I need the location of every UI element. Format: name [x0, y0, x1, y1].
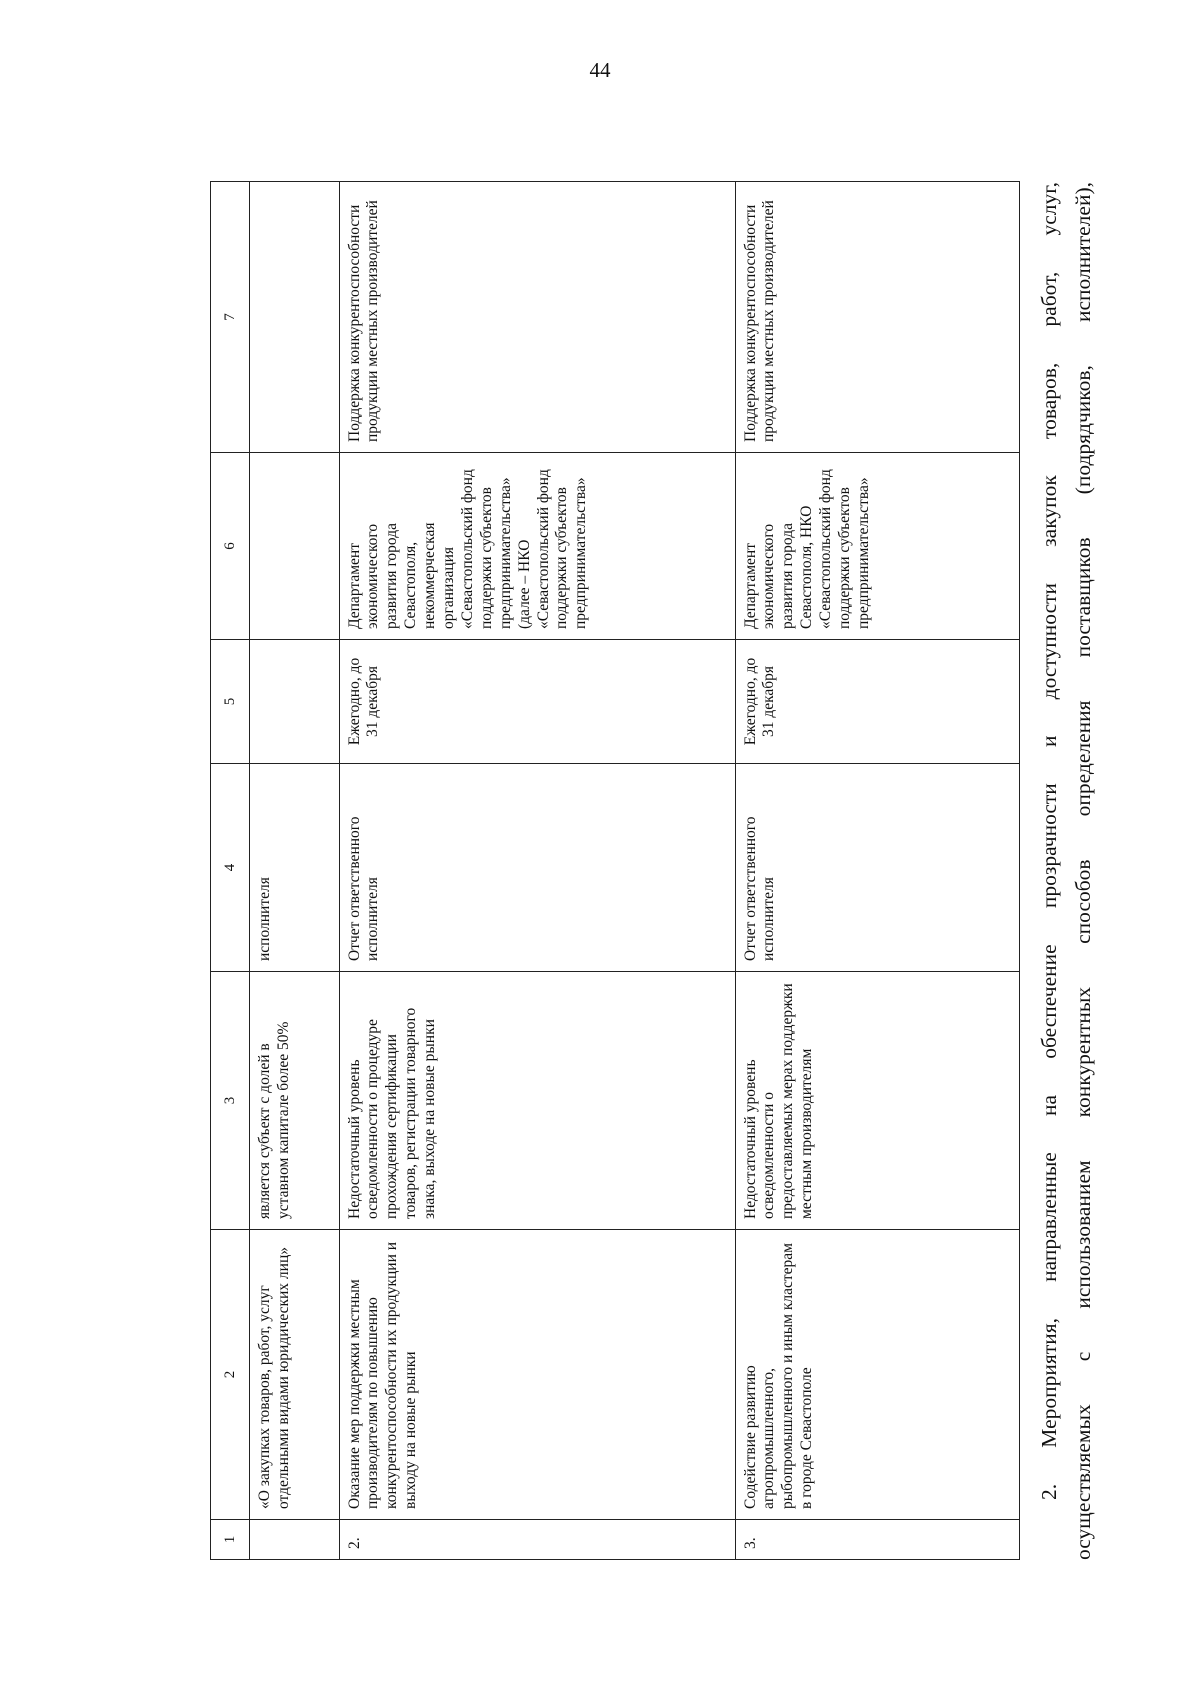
- page-number: 44: [589, 58, 611, 82]
- result-cell: Отчет ответственного исполнителя: [339, 764, 735, 972]
- executor-cell: Департамент экономического развития города Севастополя, НКО «Севастопольский фонд поддержки субъектов предпринимательства»: [735, 453, 1019, 640]
- header-cell: 2: [211, 1230, 250, 1520]
- executor-cell: Департамент экономического развития города Севастополя, некоммерческая организация «Севастопольский фонд поддержки субъектов предпринимательства» (далее – НКО «Севастопольский фонд поддержки субъектов предпринимательства»: [339, 453, 735, 640]
- table-row: [735, 182, 1019, 1560]
- table-row: [249, 182, 339, 1560]
- paragraph-line-1: 2. Мероприятия, направленные на обеспечение прозрачности и доступности закупок товаров, работ, услуг,: [1037, 182, 1061, 1500]
- paragraph-line-2: осуществляемых с использованием конкурентных способов определения поставщиков (подрядчиков, исполнителей),: [1071, 182, 1095, 1560]
- deadline-cell: [249, 640, 339, 764]
- deadline-cell: Ежегодно, до 31 декабря: [339, 640, 735, 764]
- table-row: [339, 182, 735, 1560]
- goal-cell: [249, 182, 339, 453]
- row-number: 3.: [735, 1520, 1019, 1560]
- deadline-cell: Ежегодно, до 31 декабря: [735, 640, 1019, 764]
- goal-cell: Поддержка конкурентоспособности продукции местных производителей: [339, 182, 735, 453]
- executor-cell: [249, 453, 339, 640]
- rotated-content: [210, 182, 1167, 1560]
- measure-cell: «О закупках товаров, работ, услуг отдельными видами юридических лиц»: [249, 1230, 339, 1520]
- table-header-row: [211, 182, 250, 1560]
- header-cell: 7: [211, 182, 250, 453]
- header-cell: 5: [211, 640, 250, 764]
- goal-cell: Поддержка конкурентоспособности продукции местных производителей: [735, 182, 1019, 453]
- measures-table: [210, 181, 1020, 1560]
- header-cell: 4: [211, 764, 250, 972]
- problem-cell: Недостаточный уровень осведомленности о предоставляемых мерах поддержки местным производителям: [735, 972, 1019, 1230]
- result-cell: Отчет ответственного исполнителя: [735, 764, 1019, 972]
- problem-cell: является субъект с долей в уставном капитале более 50%: [249, 972, 339, 1230]
- row-number: [249, 1520, 339, 1560]
- measure-cell: Оказание мер поддержки местным производителям по повышению конкурентоспособности их продукции и выходу на новые рынки: [339, 1230, 735, 1520]
- header-cell: 6: [211, 453, 250, 640]
- row-number: 2.: [339, 1520, 735, 1560]
- result-cell: исполнителя: [249, 764, 339, 972]
- measure-cell: Содействие развитию агропромышленного, рыбопромышленного и иным кластерам в городе Севастополе: [735, 1230, 1019, 1520]
- section-paragraph: [1032, 182, 1100, 1560]
- header-cell: 1: [211, 1520, 250, 1560]
- header-cell: 3: [211, 972, 250, 1230]
- problem-cell: Недостаточный уровень осведомленности о процедуре прохождения сертификации товаров, регистрации товарного знака, выходе на новые рынки: [339, 972, 735, 1230]
